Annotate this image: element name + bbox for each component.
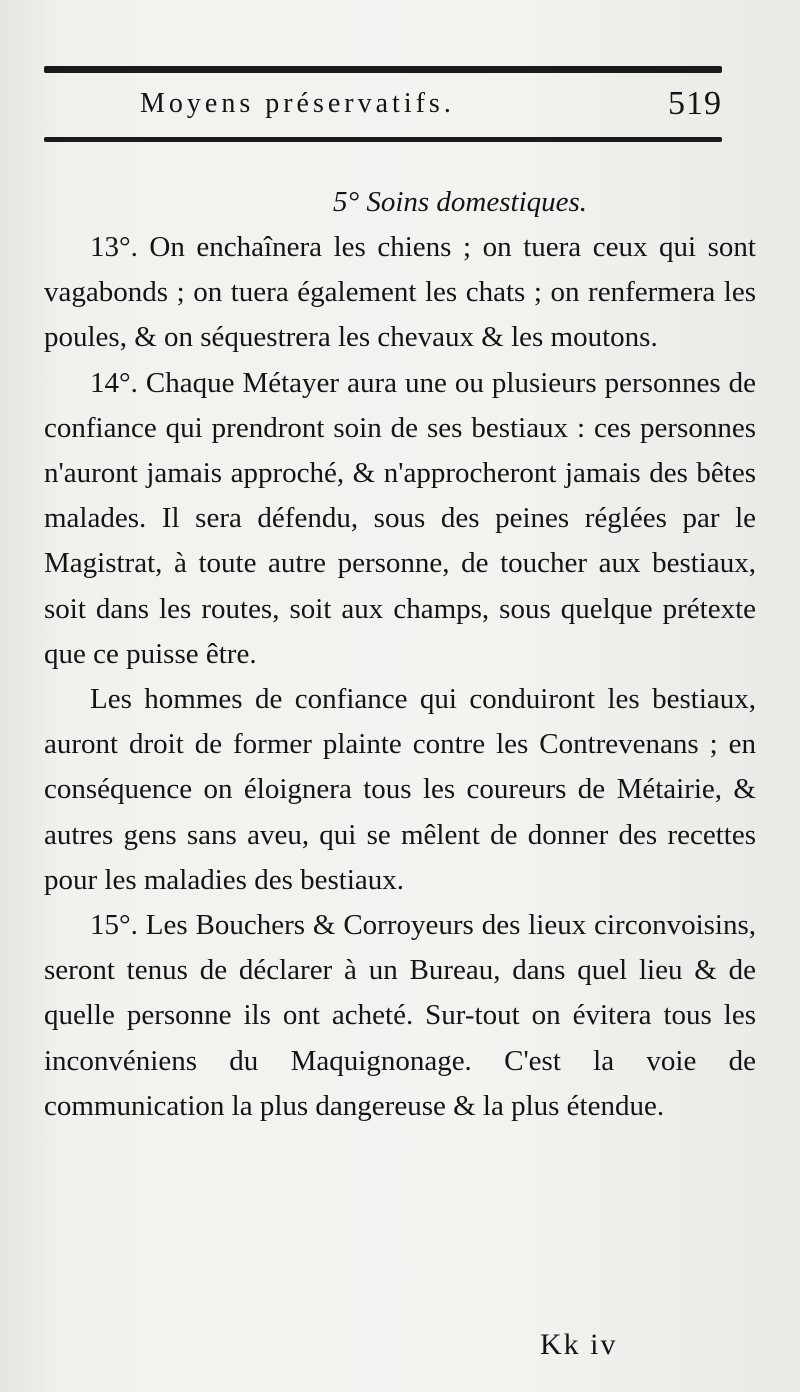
page-number: 519 xyxy=(668,85,722,122)
header-rule-top xyxy=(44,66,722,73)
section-title: 5° Soins domestiques. xyxy=(332,186,588,218)
paragraph-hommes-de-confiance: Les hommes de confiance qui conduiront les bestiaux, auront droit de former plainte contre les Contrevenans ; en conséquence on éloignera tous les coureurs de Métairie, & autres gens sans aveu, qui se mêlent de donner des recettes pour les maladies des bestiaux. xyxy=(44,683,756,896)
running-head xyxy=(140,82,730,126)
signature-mark: Kk iv xyxy=(540,1328,618,1361)
page-body xyxy=(44,180,756,1129)
header-rule-bottom xyxy=(44,137,722,142)
paragraph-15: 15°. Les Bouchers & Corroyeurs des lieux circonvoisins, seront tenus de déclarer à un Bureau, dans quel lieu & de quelle personne ils ont acheté. Sur-tout on évitera tous les inconvéniens du Maquignonage. C'est la voie de communication la plus dangereuse & la plus étendue. xyxy=(44,909,756,1122)
paragraph-14: 14°. Chaque Métayer aura une ou plusieurs personnes de confiance qui prendront soin de ses bestiaux : ces personnes n'auront jamais approché, & n'approcheront jamais des bêtes malades. Il sera défendu, sous des peines réglées par le Magistrat, à toute autre personne, de toucher aux bestiaux, soit dans les routes, soit aux champs, sous quelque prétexte que ce puisse être. xyxy=(44,366,756,670)
running-title: Moyens préservatifs. xyxy=(140,88,455,119)
paragraph-13: 13°. On enchaînera les chiens ; on tuera ceux qui sont vagabonds ; on tuera également les chats ; on renfermera les poules, & on séquestrera les chevaux & les moutons. xyxy=(44,231,756,354)
